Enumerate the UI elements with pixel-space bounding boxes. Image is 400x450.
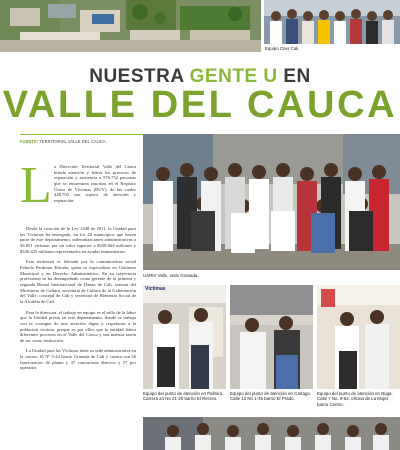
source-label: FUENTE: — [20, 139, 39, 144]
caption-palmira: Equipo del punto de atención en Palmira. Carrera 24 No 21-20 barrio El Recreo. — [143, 391, 224, 402]
source-text: TERRITORIAL VALLE DEL CAUCA. — [39, 139, 107, 144]
victimas-sign: Víctimas — [145, 286, 166, 292]
lead-paragraph — [20, 157, 136, 226]
body-paragraph-2: Esta territorial es liderada por la comunicadora social Fabiola Perdomo Estrada, quien es especialista en Gobierno Municipal y en Derecho Administrativo. En su trayectoria profesional se ha desempeñado como gerente de la primera y segunda Bienal Internacional de Danza de Cali, asesora del Ministerio de Cultura, secretaria de Cultura de la Gobernación del Valle, concejal de Cali y secretaria de Bienestar Social de la Alcaldía de Cali. — [20, 259, 136, 304]
main-group-photo — [143, 134, 400, 270]
caption-cartago: Equipo del punto de atención en Cartago. Calle 13 No 1-45 barrio El Prado. — [230, 391, 312, 402]
kicker-prefix: NUESTRA — [89, 66, 184, 87]
headline: VALLE DEL CAUCA — [2, 84, 398, 126]
buga-team-photo — [317, 285, 400, 389]
kicker-accent: GENTE U — [189, 66, 278, 87]
kicker-suffix: EN — [283, 66, 311, 87]
caption-buga: Equipo del punto de atención en Buga. Calle 7 No. 9-54, oficina de La Mujer, barrio Centro. — [317, 391, 393, 407]
body-paragraph-1: Desde la creación de la Ley 1448 de 2011, la Unidad para las Víctimas ha entregado, en los 42 municipios que hacen parte de este departamento, indemnizaciones administrativas a 36.051 víctimas por un valor superior a $258.664 millones y $526.425 millones representados en ayudas humanitarias. — [20, 226, 136, 254]
body-paragraph-3: Para la directora, el trabajo en equipo es el sello de la labor que la Unidad presta en este departamento, donde se trabaja con la consigna de una atención digna y respetuosa a la población víctima, porque es por ellos que la entidad lidera diferentes procesos en el Valle del Cauca y son nuestra razón de ser como institución. — [20, 309, 136, 343]
team-photo-top-right — [264, 0, 400, 44]
body-column — [20, 226, 136, 376]
source-line — [20, 139, 107, 144]
cartago-team-photo — [230, 285, 313, 389]
lead-text: a Dirección Territorial Valle del Cauca brinda atención y lidera los procesos de reparación y asistencia a 576.752 personas que se encuentran inscritas en el Registro Único de Víctimas (RUV), de las cuales 448.702 son sujetos de atención y reparación. — [54, 164, 136, 203]
caption-main-photo: UARIV Valle, sede Granada. — [143, 273, 199, 278]
palmira-team-photo — [143, 285, 226, 389]
aerial-city-photo — [0, 0, 261, 52]
dropcap-letter: L — [20, 157, 52, 214]
caption-top-right: Equipo Cner Cali. — [265, 46, 300, 51]
body-paragraph-4: La Unidad para las Víctimas tiene su sede administrativa en la carrera 16 Nº 5-44 barrio Granada de Cali y cuenta con 26 funcionarios de planta y 37 contratistas directos y 57 por operador. — [20, 348, 137, 371]
bottom-group-photo — [143, 417, 400, 450]
